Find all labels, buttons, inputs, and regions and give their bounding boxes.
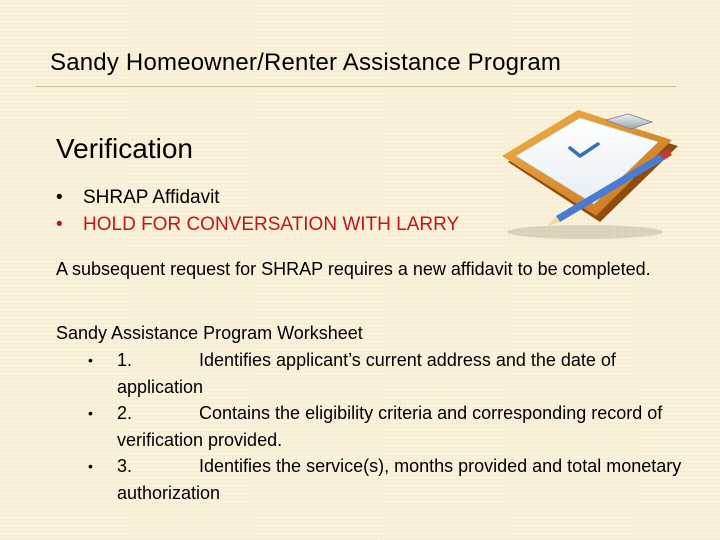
item-text: Identifies the service(s), months provided and total monetary authorization <box>117 456 682 503</box>
item-number: 3. <box>117 456 133 476</box>
verification-bullet-list <box>56 184 459 238</box>
clipboard-with-pencil-icon <box>490 104 690 244</box>
worksheet-item <box>88 347 698 400</box>
worksheet-item <box>88 453 698 506</box>
affidavit-note: A subsequent request for SHRAP requires a new affidavit to be completed. <box>56 259 651 279</box>
title-divider <box>36 86 676 87</box>
worksheet-title: Sandy Assistance Program Worksheet <box>56 323 363 343</box>
item-number: 1. <box>117 350 133 370</box>
item-text: Contains the eligibility criteria and corresponding record of verification provided. <box>117 403 663 450</box>
slide-title: Sandy Homeowner/Renter Assistance Program <box>50 49 562 76</box>
worksheet-items <box>88 347 698 506</box>
item-text: Identifies applicant’s current address and the date of application <box>117 350 616 397</box>
bullet-item-highlight: • HOLD FOR CONVERSATION WITH LARRY <box>56 211 459 238</box>
section-heading: Verification <box>56 133 193 164</box>
bullet-item: • SHRAP Affidavit <box>56 184 459 211</box>
item-number: 2. <box>117 403 133 423</box>
worksheet-item <box>88 400 698 453</box>
